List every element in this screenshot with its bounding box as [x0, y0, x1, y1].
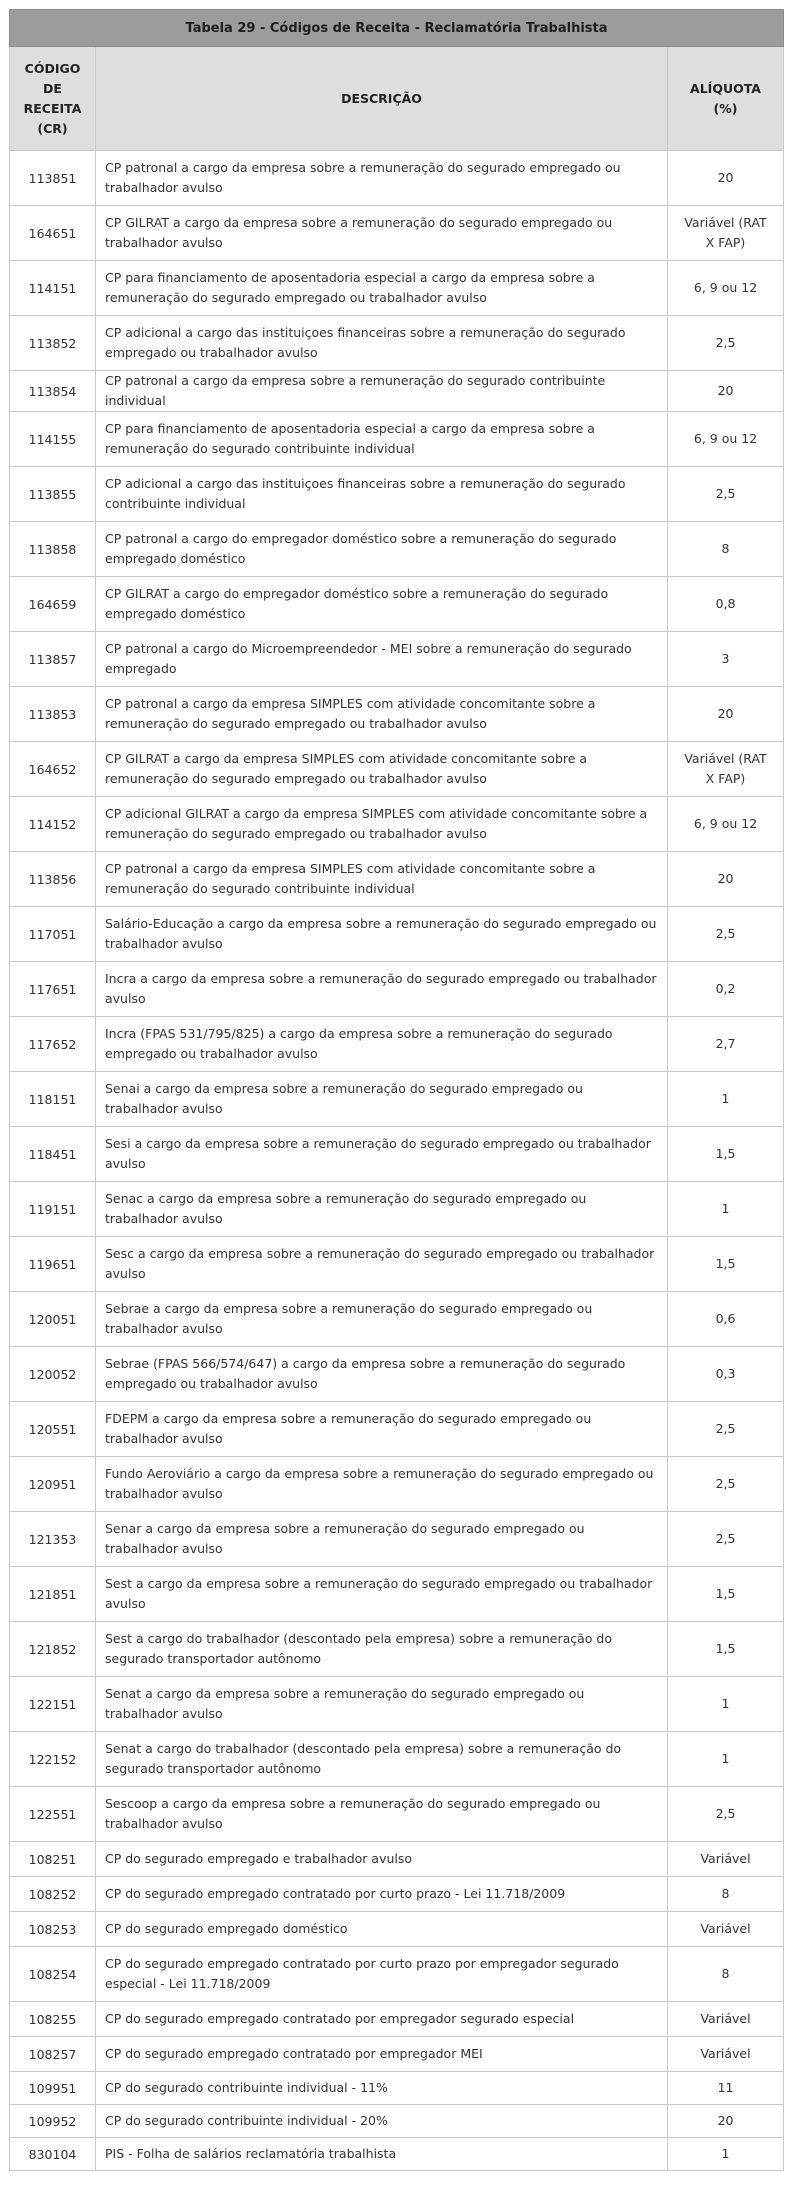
row-rate — [668, 742, 784, 797]
table-row — [10, 797, 784, 852]
table-row — [10, 1677, 784, 1732]
row-description: CP patronal a cargo do Microempreendedor - MEI sobre a remuneração do segurado empregado — [96, 632, 668, 687]
row-rate: 20 — [668, 687, 784, 742]
row-code: 118151 — [10, 1072, 96, 1127]
row-description: CP do segurado empregado contratado por curto prazo - Lei 11.718/2009 — [96, 1877, 668, 1912]
row-description: CP do segurado empregado contratado por curto prazo por empregador segurado especial - Lei 11.718/2009 — [96, 1947, 668, 2002]
row-rate: 6, 9 ou 12 — [668, 412, 784, 467]
table-row — [10, 2037, 784, 2072]
row-description: Senai a cargo da empresa sobre a remuneração do segurado empregado ou trabalhador avulso — [96, 1072, 668, 1127]
table-row — [10, 852, 784, 907]
row-rate: 8 — [668, 1877, 784, 1912]
row-description: Senat a cargo do trabalhador (descontado pela empresa) sobre a remuneração do segurado transportador autônomo — [96, 1732, 668, 1787]
table-title: Tabela 29 - Códigos de Receita - Reclamatória Trabalhista — [10, 10, 784, 47]
row-description: CP do segurado empregado contratado por empregador segurado especial — [96, 2002, 668, 2037]
table-row — [10, 206, 784, 261]
row-description: Sest a cargo da empresa sobre a remuneração do segurado empregado ou trabalhador avulso — [96, 1567, 668, 1622]
table-row — [10, 1292, 784, 1347]
row-rate: 1,5 — [668, 1622, 784, 1677]
row-rate: 1,5 — [668, 1127, 784, 1182]
row-rate: 2,5 — [668, 467, 784, 522]
row-description: CP patronal a cargo do empregador doméstico sobre a remuneração do segurado empregado doméstico — [96, 522, 668, 577]
row-code: 119651 — [10, 1237, 96, 1292]
row-rate: 0,2 — [668, 962, 784, 1017]
row-rate: 0,3 — [668, 1347, 784, 1402]
row-code: 122151 — [10, 1677, 96, 1732]
table-row — [10, 1787, 784, 1842]
row-code: 113854 — [10, 371, 96, 412]
row-code: 114155 — [10, 412, 96, 467]
receita-codes-table — [9, 9, 784, 2171]
table-row — [10, 412, 784, 467]
table-row — [10, 2072, 784, 2105]
table-row — [10, 1127, 784, 1182]
row-description: CP GILRAT a cargo da empresa SIMPLES com atividade concomitante sobre a remuneração do segurado empregado ou trabalhador avulso — [96, 742, 668, 797]
row-code: 120051 — [10, 1292, 96, 1347]
row-code: 113857 — [10, 632, 96, 687]
row-code: 830104 — [10, 2138, 96, 2171]
row-rate: 2,5 — [668, 907, 784, 962]
row-code: 164659 — [10, 577, 96, 632]
row-rate: 1 — [668, 1182, 784, 1237]
row-description: CP para financiamento de aposentadoria especial a cargo da empresa sobre a remuneração do segurado empregado ou trabalhador avulso — [96, 261, 668, 316]
table-row — [10, 1072, 784, 1127]
row-description: Incra a cargo da empresa sobre a remuneração do segurado empregado ou trabalhador avulso — [96, 962, 668, 1017]
row-rate: 3 — [668, 632, 784, 687]
table-row — [10, 1402, 784, 1457]
row-rate: 2,5 — [668, 1512, 784, 1567]
table-row — [10, 577, 784, 632]
table-row — [10, 151, 784, 206]
table-row — [10, 1947, 784, 2002]
table-row — [10, 522, 784, 577]
row-code: 121353 — [10, 1512, 96, 1567]
row-code: 108251 — [10, 1842, 96, 1877]
row-code: 108255 — [10, 2002, 96, 2037]
row-rate: 1,5 — [668, 1567, 784, 1622]
row-description: CP do segurado empregado contratado por empregador MEI — [96, 2037, 668, 2072]
table-body — [10, 151, 784, 2171]
row-description: CP do segurado empregado doméstico — [96, 1912, 668, 1947]
table-header-row — [10, 47, 784, 151]
row-rate: 2,5 — [668, 1787, 784, 1842]
row-code: 120951 — [10, 1457, 96, 1512]
row-description: Sesc a cargo da empresa sobre a remuneração do segurado empregado ou trabalhador avulso — [96, 1237, 668, 1292]
table-row — [10, 687, 784, 742]
table-row — [10, 962, 784, 1017]
table-row — [10, 1567, 784, 1622]
row-code: 117051 — [10, 907, 96, 962]
row-rate: 20 — [668, 2105, 784, 2138]
row-code: 113858 — [10, 522, 96, 577]
row-code: 113851 — [10, 151, 96, 206]
table-row — [10, 1182, 784, 1237]
row-rate: Variável — [668, 1912, 784, 1947]
row-description: CP do segurado contribuinte individual - 20% — [96, 2105, 668, 2138]
table-row — [10, 467, 784, 522]
table-row — [10, 742, 784, 797]
row-description: Incra (FPAS 531/795/825) a cargo da empresa sobre a remuneração do segurado empregado ou trabalhador avulso — [96, 1017, 668, 1072]
row-rate: 6, 9 ou 12 — [668, 797, 784, 852]
row-rate: Variável — [668, 1842, 784, 1877]
table-row — [10, 1732, 784, 1787]
row-rate — [668, 206, 784, 261]
row-code: 120551 — [10, 1402, 96, 1457]
row-code: 113856 — [10, 852, 96, 907]
row-description: PIS - Folha de salários reclamatória trabalhista — [96, 2138, 668, 2171]
table-row — [10, 1842, 784, 1877]
row-description: Fundo Aeroviário a cargo da empresa sobre a remuneração do segurado empregado ou trabalhador avulso — [96, 1457, 668, 1512]
row-code: 164652 — [10, 742, 96, 797]
row-description: CP adicional a cargo das instituiçoes financeiras sobre a remuneração do segurado empregado ou trabalhador avulso — [96, 316, 668, 371]
row-code: 119151 — [10, 1182, 96, 1237]
table-title-row — [10, 10, 784, 47]
row-description: CP patronal a cargo da empresa SIMPLES com atividade concomitante sobre a remuneração do segurado empregado ou trabalhador avulso — [96, 687, 668, 742]
row-code: 122152 — [10, 1732, 96, 1787]
row-code: 108257 — [10, 2037, 96, 2072]
row-description: Senac a cargo da empresa sobre a remuneração do segurado empregado ou trabalhador avulso — [96, 1182, 668, 1237]
row-code: 113855 — [10, 467, 96, 522]
row-code: 113853 — [10, 687, 96, 742]
row-description: Salário-Educação a cargo da empresa sobre a remuneração do segurado empregado ou trabalhador avulso — [96, 907, 668, 962]
row-rate-text: Variável (RAT X FAP) — [684, 751, 767, 786]
row-code: 114152 — [10, 797, 96, 852]
table-row — [10, 1347, 784, 1402]
row-code: 108253 — [10, 1912, 96, 1947]
row-code: 121851 — [10, 1567, 96, 1622]
row-code: 122551 — [10, 1787, 96, 1842]
row-rate: 20 — [668, 371, 784, 412]
row-rate: 8 — [668, 1947, 784, 2002]
table-row — [10, 907, 784, 962]
row-description: Sesi a cargo da empresa sobre a remuneração do segurado empregado ou trabalhador avulso — [96, 1127, 668, 1182]
row-rate: 6, 9 ou 12 — [668, 261, 784, 316]
row-rate: 2,5 — [668, 316, 784, 371]
row-code: 113852 — [10, 316, 96, 371]
row-description: Senat a cargo da empresa sobre a remuneração do segurado empregado ou trabalhador avulso — [96, 1677, 668, 1732]
row-rate: 1 — [668, 2138, 784, 2171]
row-rate: 2,5 — [668, 1402, 784, 1457]
row-description: Sebrae a cargo da empresa sobre a remuneração do segurado empregado ou trabalhador avulso — [96, 1292, 668, 1347]
row-rate: 8 — [668, 522, 784, 577]
row-description: CP GILRAT a cargo do empregador doméstico sobre a remuneração do segurado empregado doméstico — [96, 577, 668, 632]
row-rate: 20 — [668, 852, 784, 907]
header-description: DESCRIÇÃO — [96, 47, 668, 151]
row-description: CP GILRAT a cargo da empresa sobre a remuneração do segurado empregado ou trabalhador avulso — [96, 206, 668, 261]
row-code: 164651 — [10, 206, 96, 261]
row-description: FDEPM a cargo da empresa sobre a remuneração do segurado empregado ou trabalhador avulso — [96, 1402, 668, 1457]
table-row — [10, 261, 784, 316]
row-rate: 2,5 — [668, 1457, 784, 1512]
header-code-text: CÓDIGO DE RECEITA (CR) — [23, 60, 82, 136]
row-code: 108252 — [10, 1877, 96, 1912]
table-row — [10, 632, 784, 687]
row-description: CP patronal a cargo da empresa SIMPLES com atividade concomitante sobre a remuneração do segurado contribuinte individual — [96, 852, 668, 907]
row-rate-text: Variável (RAT X FAP) — [684, 215, 767, 250]
row-code: 109951 — [10, 2072, 96, 2105]
table-row — [10, 2138, 784, 2171]
receita-table-container — [9, 9, 783, 2171]
table-row — [10, 1237, 784, 1292]
row-code: 117651 — [10, 962, 96, 1017]
row-rate: 0,6 — [668, 1292, 784, 1347]
row-rate: 20 — [668, 151, 784, 206]
table-row — [10, 1622, 784, 1677]
row-rate: 0,8 — [668, 577, 784, 632]
table-row — [10, 371, 784, 412]
row-code: 109952 — [10, 2105, 96, 2138]
row-description: Sest a cargo do trabalhador (descontado pela empresa) sobre a remuneração do segurado transportador autônomo — [96, 1622, 668, 1677]
row-rate: 1 — [668, 1732, 784, 1787]
table-row — [10, 316, 784, 371]
row-description: Senar a cargo da empresa sobre a remuneração do segurado empregado ou trabalhador avulso — [96, 1512, 668, 1567]
row-code: 114151 — [10, 261, 96, 316]
row-rate: 1 — [668, 1072, 784, 1127]
table-row — [10, 1457, 784, 1512]
header-rate — [668, 47, 784, 151]
row-rate: 2,7 — [668, 1017, 784, 1072]
header-code — [10, 47, 96, 151]
row-code: 118451 — [10, 1127, 96, 1182]
row-code: 120052 — [10, 1347, 96, 1402]
table-row — [10, 1017, 784, 1072]
row-code: 117652 — [10, 1017, 96, 1072]
table-row — [10, 2002, 784, 2037]
table-row — [10, 1512, 784, 1567]
row-rate: Variável — [668, 2037, 784, 2072]
table-row — [10, 1877, 784, 1912]
header-rate-text: ALÍQUOTA (%) — [690, 80, 761, 116]
row-code: 108254 — [10, 1947, 96, 2002]
row-description: Sebrae (FPAS 566/574/647) a cargo da empresa sobre a remuneração do segurado empregado ou trabalhador avulso — [96, 1347, 668, 1402]
row-rate: Variável — [668, 2002, 784, 2037]
row-description: CP adicional GILRAT a cargo da empresa SIMPLES com atividade concomitante sobre a remuneração do segurado empregado ou trabalhador avulso — [96, 797, 668, 852]
row-code: 121852 — [10, 1622, 96, 1677]
row-description: CP adicional a cargo das instituiçoes financeiras sobre a remuneração do segurado contribuinte individual — [96, 467, 668, 522]
row-description: CP do segurado empregado e trabalhador avulso — [96, 1842, 668, 1877]
row-description: CP patronal a cargo da empresa sobre a remuneração do segurado empregado ou trabalhador avulso — [96, 151, 668, 206]
row-rate: 11 — [668, 2072, 784, 2105]
table-row — [10, 2105, 784, 2138]
row-description: Sescoop a cargo da empresa sobre a remuneração do segurado empregado ou trabalhador avulso — [96, 1787, 668, 1842]
row-description: CP do segurado contribuinte individual - 11% — [96, 2072, 668, 2105]
row-rate: 1,5 — [668, 1237, 784, 1292]
table-row — [10, 1912, 784, 1947]
row-rate: 1 — [668, 1677, 784, 1732]
row-description: CP para financiamento de aposentadoria especial a cargo da empresa sobre a remuneração do segurado contribuinte individual — [96, 412, 668, 467]
row-description: CP patronal a cargo da empresa sobre a remuneração do segurado contribuinte individual — [96, 371, 668, 412]
